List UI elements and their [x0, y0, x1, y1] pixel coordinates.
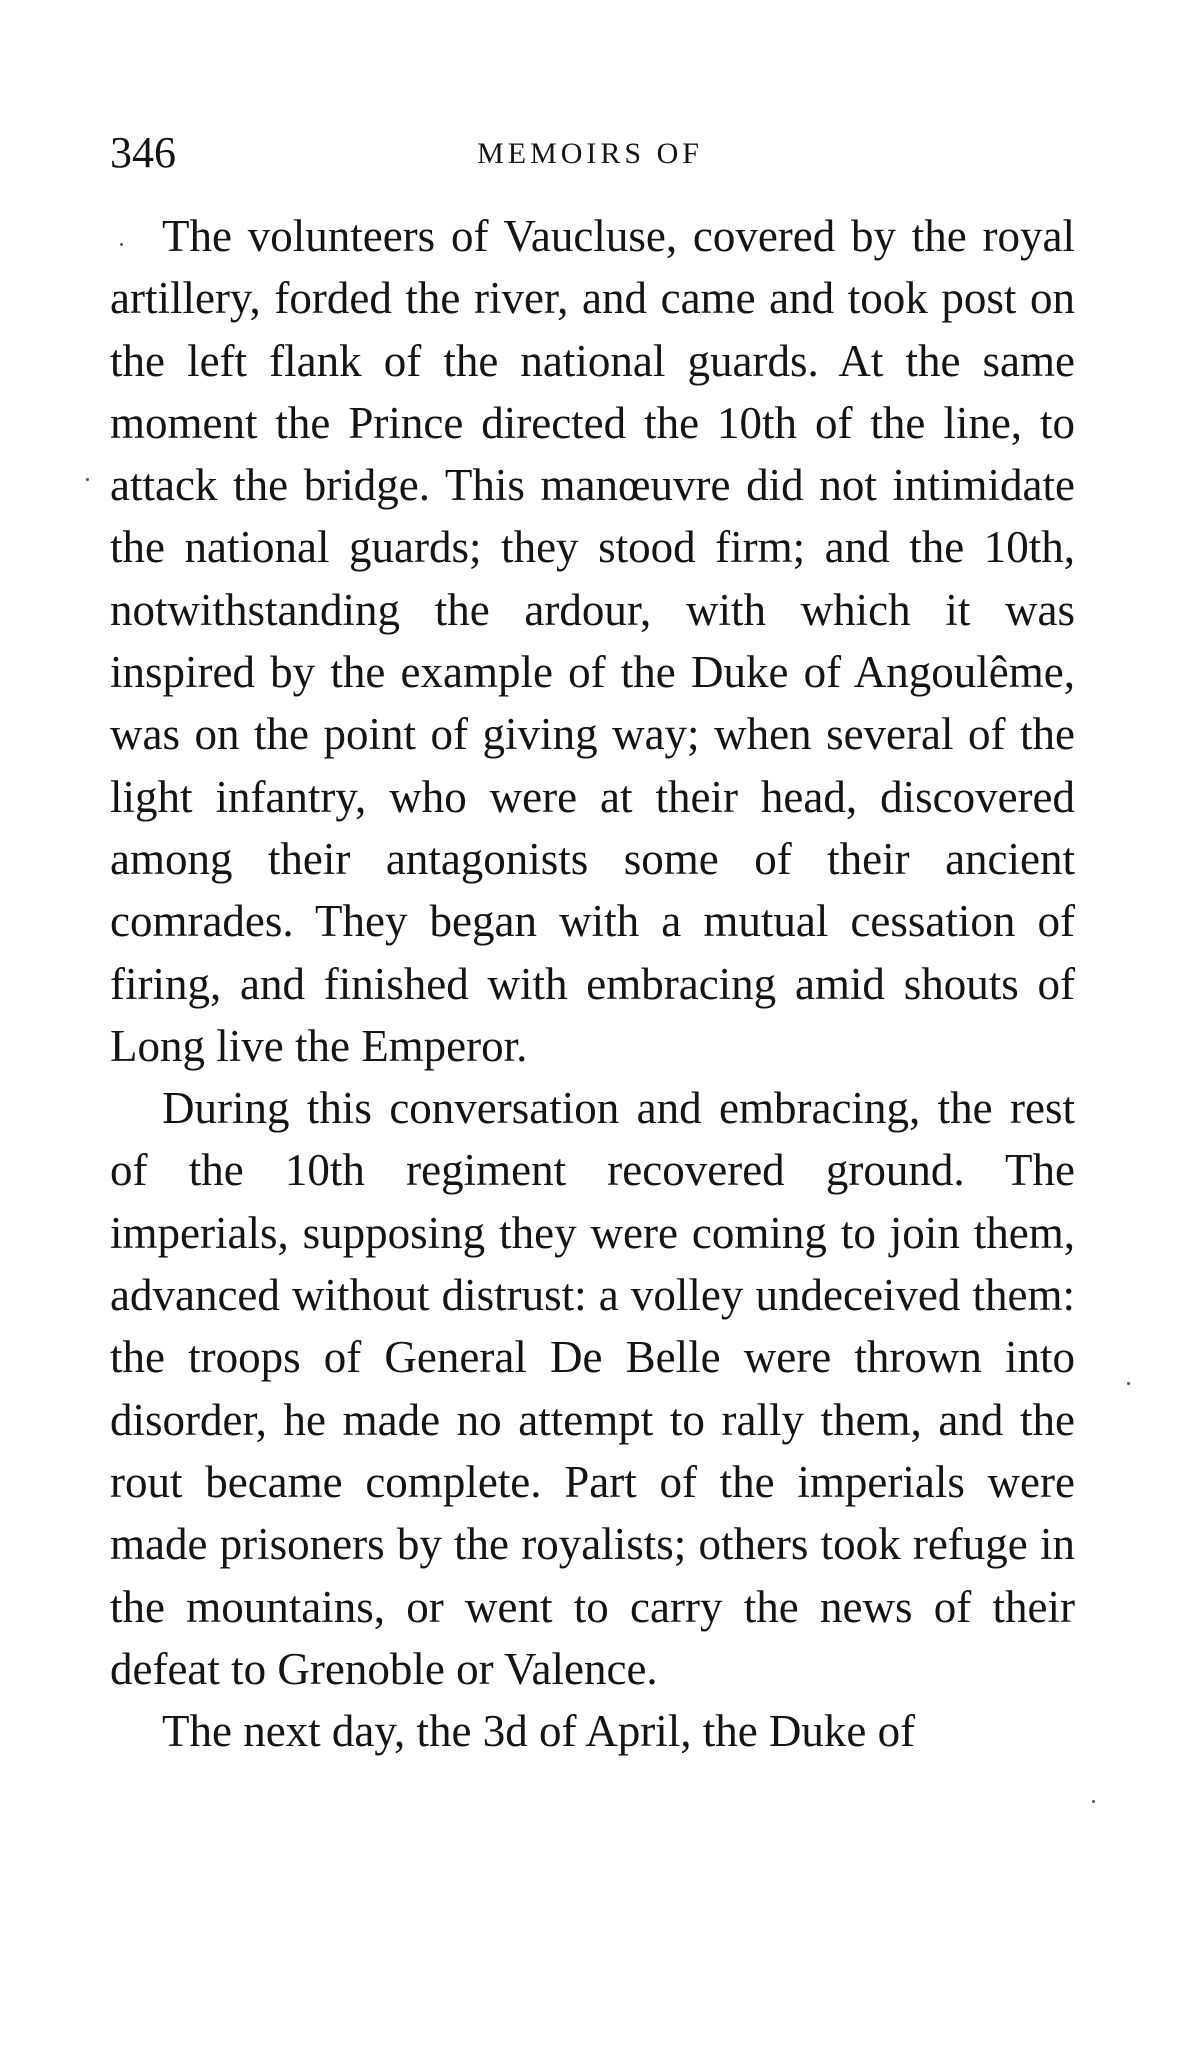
paragraph-conversation: During this conversation and embracing, the rest of the 10th regiment recovered ground. The imperials, supposing they were coming to join them, advanced without distrust: a volley undeceived them: the troops of General De Belle were thrown into disorder, he made no attempt to rally them, and the rout became complete. Part of the imperials were made prisoners by the royalists; others took refuge in the mountains, or went to carry the news of their defeat to Grenoble or Valence. — [110, 1083, 1075, 1694]
scan-speck — [1127, 1382, 1130, 1385]
scan-speck — [120, 243, 123, 246]
running-head — [110, 128, 1070, 178]
scan-speck — [1092, 1800, 1095, 1803]
running-title: MEMOIRS OF — [477, 137, 703, 170]
scan-speck — [86, 478, 89, 481]
paragraph-next-day: The next day, the 3d of April, the Duke of — [162, 1706, 916, 1757]
paragraph-volunteers: The volunteers of Vaucluse, covered by the royal artillery, forded the river, and came and took post on the left flank of the national guards. At the same moment the Prince directed the 10th of the line, to attack the bridge. This manœuvre did not intimidate the national guards; they stood firm; and the 10th, notwithstanding the ardour, with which it was inspired by the example of the Duke of Angoulême, was on the point of giving way; when several of the light infantry, who were at their head, discovered among their antagonists some of their ancient comrades. They began with a mutual cessation of firing, and finished with embracing amid shouts of Long live the Emperor. — [110, 211, 1075, 1071]
page-number: 346 — [110, 128, 176, 177]
body-text — [110, 205, 1075, 1762]
